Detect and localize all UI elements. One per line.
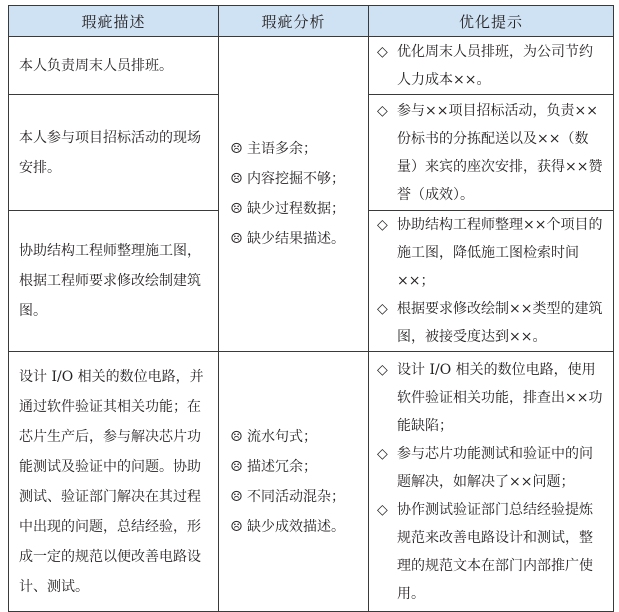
analysis-item: ☹ 流水句式； (229, 422, 358, 452)
sad-face-icon: ☹ (230, 458, 243, 475)
table-row (9, 37, 614, 95)
resume-optimization-table (8, 5, 614, 612)
white-diamond-icon: ◇ (377, 361, 388, 378)
sad-face-icon: ☹ (230, 518, 243, 535)
optimization-cell (369, 352, 614, 612)
optimization-cell (369, 211, 614, 352)
description-text: 本人负责周末人员排班。 (19, 57, 173, 74)
optimization-tip: ◇ 设计 I/O 相关的数位电路，使用软件验证相关功能，排查出××功能缺陷； (377, 356, 605, 440)
description-cell (9, 352, 219, 612)
sad-face-icon: ☹ (230, 428, 243, 445)
analysis-cell (219, 37, 369, 352)
optimization-tip: ◇ 协作测试验证部门总结经验提炼规范来改善电路设计和测试，整理的规范文本在部门内部推广使用。 (377, 496, 605, 608)
white-diamond-icon: ◇ (377, 301, 388, 317)
description-cell (9, 37, 219, 95)
description-text: 设计 I/O 相关的数位电路，并通过软件验证其相关功能；在芯片生产后，参与解决芯片功能测试及验证中的问题。协助测试、验证部门解决在其过程中出现的问题，总结经验，形成一定的规范以便改善电路设计、测试。 (19, 368, 204, 595)
sad-face-icon: ☹ (230, 171, 243, 187)
header-description: 瑕疵描述 (9, 6, 219, 37)
sad-face-icon: ☹ (230, 141, 243, 157)
analysis-item: ☹ 描述冗余； (229, 452, 358, 482)
white-diamond-icon: ◇ (377, 501, 388, 518)
description-cell (9, 211, 219, 352)
analysis-item: ☹ 缺少成效描述。 (229, 512, 358, 542)
header-analysis: 瑕疵分析 (219, 6, 369, 37)
optimization-tip: ◇ 优化周末人员排班，为公司节约人力成本××。 (377, 38, 605, 94)
white-diamond-icon: ◇ (377, 217, 388, 233)
sad-face-icon: ☹ (230, 488, 243, 505)
optimization-tip: ◇ 参与××项目招标活动，负责××份标书的分拣配送以及××（数量）来宾的座次安排，获得××赞誉（成效）。 (377, 97, 605, 209)
optimization-cell (369, 37, 614, 95)
table-row (9, 352, 614, 612)
white-diamond-icon: ◇ (377, 445, 388, 462)
sad-face-icon: ☹ (230, 201, 243, 217)
analysis-item: ☹ 主语多余； (229, 134, 358, 164)
header-optimization: 优化提示 (369, 6, 614, 37)
description-text: 本人参与项目招标活动的现场安排。 (19, 129, 201, 176)
optimization-tip: ◇ 根据要求修改绘制××类型的建筑图，被接受度达到××。 (377, 295, 605, 351)
description-cell (9, 95, 219, 211)
analysis-item: ☹ 内容挖掘不够； (229, 164, 358, 194)
analysis-cell (219, 352, 369, 612)
optimization-tip: ◇ 参与芯片功能测试和验证中的问题解决，如解决了××问题； (377, 440, 605, 496)
analysis-item: ☹ 缺少结果描述。 (229, 224, 358, 254)
analysis-item: ☹ 不同活动混杂； (229, 482, 358, 512)
description-text: 协助结构工程师整理施工图，根据工程师要求修改绘制建筑图。 (19, 243, 201, 319)
white-diamond-icon: ◇ (377, 102, 388, 119)
sad-face-icon: ☹ (230, 231, 243, 247)
optimization-cell (369, 95, 614, 211)
header-row (9, 6, 614, 37)
analysis-item: ☹ 缺少过程数据； (229, 194, 358, 224)
white-diamond-icon: ◇ (377, 43, 388, 60)
optimization-tip: ◇ 协助结构工程师整理××个项目的施工图，降低施工图检索时间××； (377, 211, 605, 295)
